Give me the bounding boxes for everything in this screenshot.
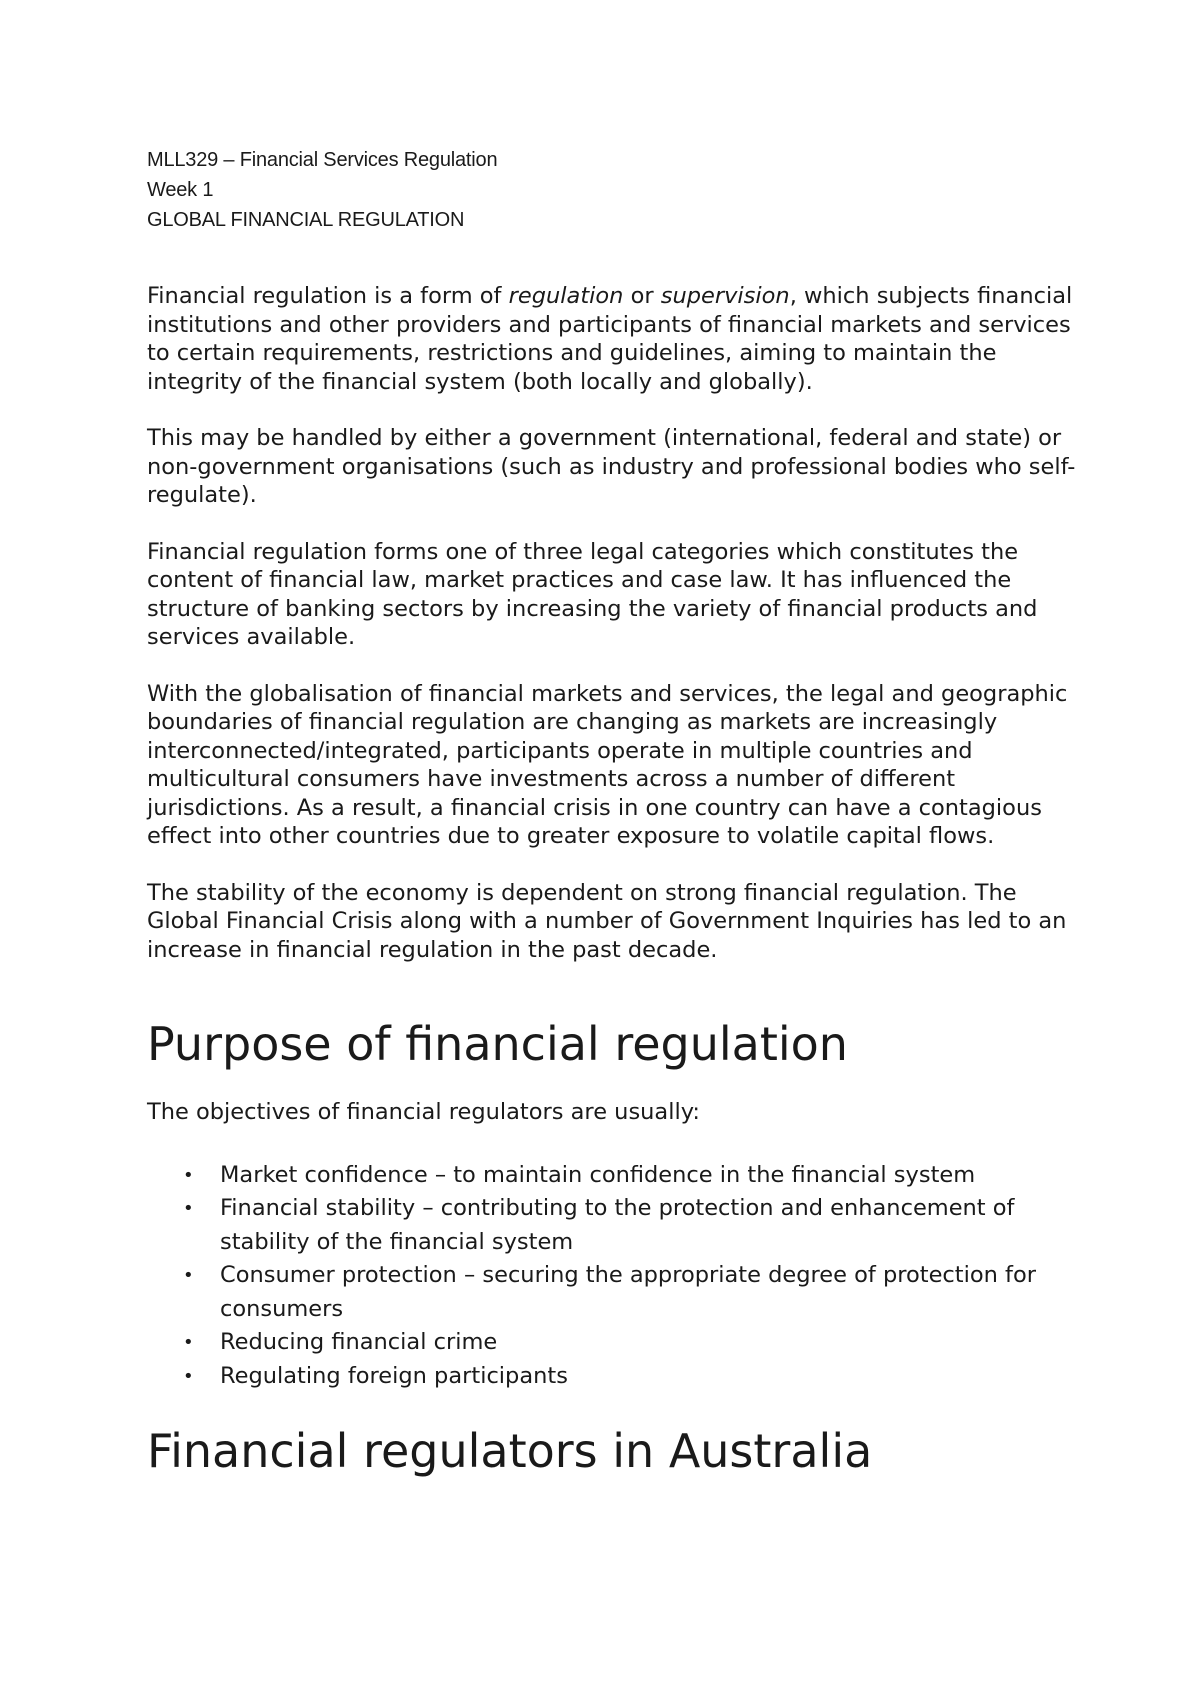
objectives-intro: The objectives of financial regulators are usually: [147, 1099, 700, 1125]
intro-italic-supervision: supervision [660, 283, 790, 309]
list-item-text: Market confidence – to maintain confidence in the financial system [220, 1161, 976, 1188]
paragraph-globalisation: With the globalisation of financial markets and services, the legal and geographic boundaries of financial regulation are changing as markets are increasingly interconnected/integrated, participants operate in multiple countries and multicultural consumers have investments across a number of different jurisdictions. As a result, a financial crisis in one country can have a contagious effect into other countries due to greater exposure to volatile capital flows. [147, 680, 1068, 849]
bullet-icon: • [183, 1265, 194, 1286]
document-header [147, 145, 1077, 235]
intro-italic-regulation: regulation [508, 283, 624, 309]
bullet-icon: • [183, 1332, 194, 1353]
topic-title: GLOBAL FINANCIAL REGULATION [147, 209, 465, 231]
intro-text-2: or [623, 283, 661, 309]
paragraph-stability: The stability of the economy is dependent on strong financial regulation. The Global Financial Crisis along with a number of Government Inquiries has led to an increase in financial regulation in the past decade. [147, 879, 1067, 963]
heading-purpose: Purpose of financial regulation [147, 1017, 848, 1071]
bullet-icon: • [183, 1198, 194, 1219]
week-label: Week 1 [147, 179, 214, 201]
intro-paragraph [147, 282, 1077, 396]
list-item-text: Financial stability – contributing to the protection and enhancement of stability of the financial system [220, 1195, 1015, 1255]
list-item-text: Consumer protection – securing the appropriate degree of protection for consumers [220, 1262, 1036, 1322]
list-item-text: Reducing financial crime [220, 1329, 498, 1355]
document-page [147, 145, 1077, 1505]
intro-text-1: Financial regulation is a form of [147, 283, 509, 309]
list-item [147, 1360, 1077, 1394]
list-item [147, 1326, 1077, 1360]
paragraph-legal-categories: Financial regulation forms one of three legal categories which constitutes the content of financial law, market practices and case law. It has influenced the structure of banking sectors by increasing the variety of financial products and services available. [147, 538, 1038, 650]
heading-regulators-australia: Financial regulators in Australia [147, 1424, 873, 1478]
list-item [147, 1259, 1077, 1326]
bullet-icon: • [183, 1365, 194, 1387]
list-item [147, 1159, 1077, 1193]
paragraph-governance: This may be handled by either a government (international, federal and state) or non-government organisations (such as industry and professional bodies who self-regulate). [147, 425, 1076, 508]
list-item [147, 1192, 1077, 1259]
bullet-icon: • [183, 1164, 194, 1186]
objectives-list [147, 1159, 1077, 1394]
list-item-text: Regulating foreign participants [220, 1362, 568, 1389]
course-title: MLL329 – Financial Services Regulation [147, 149, 498, 171]
intro-text-3: , which subjects financial institutions and other providers and participants of financial markets and services to certain requirements, restrictions and guidelines, aiming to maintain the integrity of the financial system (both locally and globally). [147, 283, 1073, 395]
